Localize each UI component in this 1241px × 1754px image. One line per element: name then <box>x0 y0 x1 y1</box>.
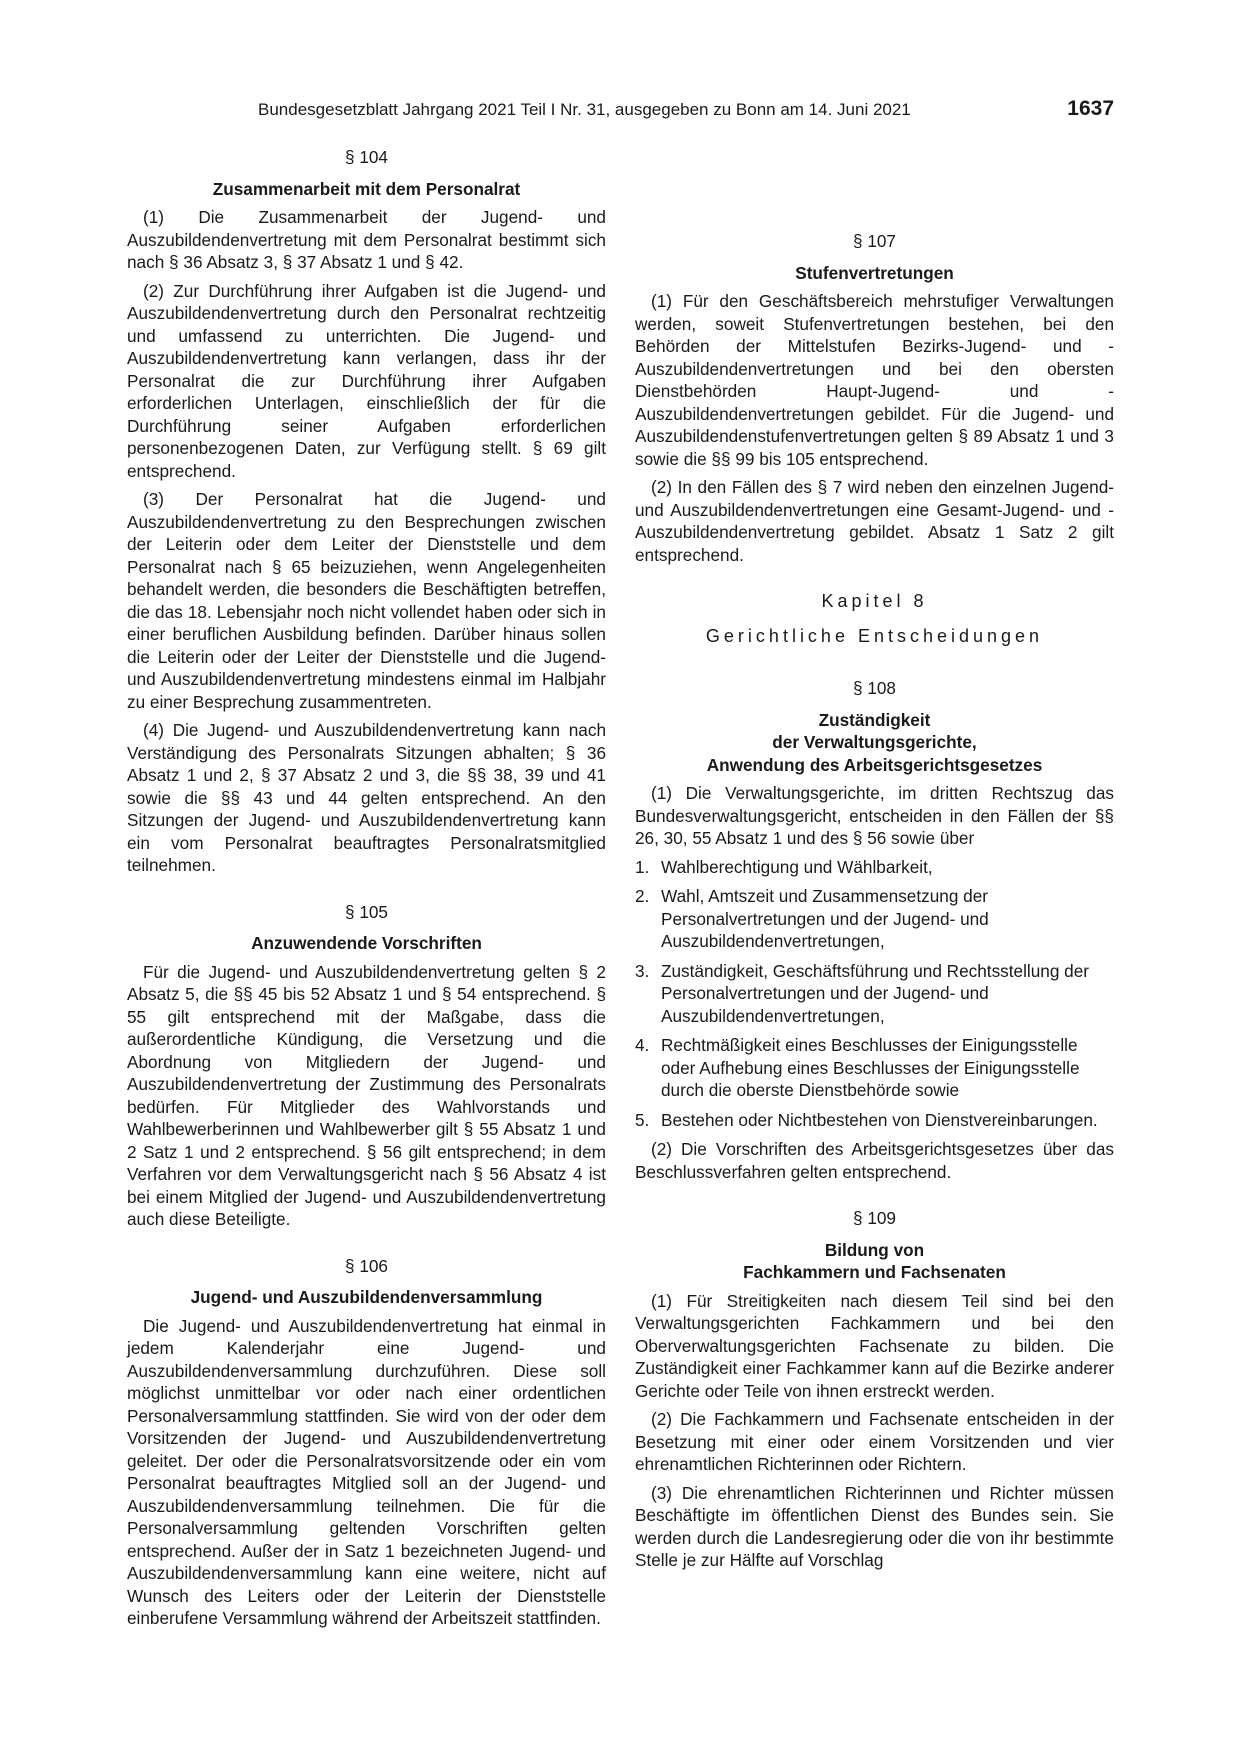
section-109-paragraph-2: (2) Die Fachkammern und Fachsenate entscheiden in der Besetzung mit einer oder einem Vorsitzenden und vier ehrenamtlichen Richterinnen oder Richtern. <box>635 1409 1114 1474</box>
list-item <box>635 856 1114 879</box>
section-108-paragraph-1: (1) Die Verwaltungsgerichte, im dritten Rechtszug das Bundesverwaltungsgericht, entscheiden in den Fällen der §§ 26, 30, 55 Absatz 1 und des § 56 sowie über <box>635 783 1114 848</box>
section-108-list <box>635 856 1114 1132</box>
section-104-paragraph-1: (1) Die Zusammenarbeit der Jugend- und Auszubildendenvertretung mit dem Personalrat bestimmt sich nach § 36 Absatz 3, § 37 Absatz 1 und § 42. <box>127 207 606 272</box>
section-104-paragraph-2: (2) Zur Durchführung ihrer Aufgaben ist die Jugend- und Auszubildendenvertretung durch den Personalrat rechtzeitig und umfassend zu unterrichten. Die Jugend- und Auszubildendenvertretung kann verlangen, dass ihr der Personalrat die zur Durchführung ihrer Aufgaben erforderlichen Unterlagen, einschließlich der für die Durchführung seiner Aufgaben erforderlichen personenbezogenen Daten, zur Verfügung stellt. § 69 gilt entsprechend. <box>127 280 606 481</box>
list-item-text: Rechtmäßigkeit eines Beschlusses der Einigungsstelle oder Aufhebung eines Beschlusses der Einigungsstelle durch die oberste Dienstbehörde sowie <box>661 1035 1080 1100</box>
section-104-paragraph-3: (3) Der Personalrat hat die Jugend- und Auszubildendenvertretung zu den Besprechungen zwischen der Leiterin oder dem Leiter der Dienststelle und dem Personalrat nach § 65 beizuziehen, wenn Angelegenheiten behandelt werden, die besonders die Beschäftigten betreffen, die das 18. Lebensjahr noch nicht vollendet haben oder sich in einer beruflichen Ausbildung befinden. Darüber hinaus sollen die Leiterin oder der Leiter der Dienststelle und die Jugend- und Auszubildendenvertretung mindestens einmal im Halbjahr zu einer Besprechung zusammentreten. <box>127 489 606 712</box>
page-header <box>258 97 1114 126</box>
section-104-number: § 104 <box>344 147 388 167</box>
section-109-title-line-2: Fachkammern und Fachsenaten <box>743 1262 1006 1282</box>
page-number: 1637 <box>1067 97 1114 120</box>
running-title: Bundesgesetzblatt Jahrgang 2021 Teil I Nr. 31, ausgegeben zu Bonn am 14. Juni 2021 <box>258 100 911 119</box>
section-104-paragraph-4: (4) Die Jugend- und Auszubildendenvertretung kann nach Verständigung des Personalrats Sitzungen abhalten; § 36 Absatz 1 und 2, § 37 Absatz 2 und 3, die §§ 38, 39 und 41 sowie die §§ 43 und 44 gelten entsprechend. An den Sitzungen der Jugend- und Auszubildendenvertretung kann ein vom Personalrat beauftragtes Personalratsmitglied teilnehmen. <box>127 720 606 875</box>
list-item-number: 2. <box>635 886 650 906</box>
section-104-title: Zusammenarbeit mit dem Personalrat <box>212 178 521 199</box>
list-item <box>635 885 1114 953</box>
section-105-paragraph-1: Für die Jugend- und Auszubildendenvertretung gelten § 2 Absatz 5, die §§ 45 bis 52 Absatz 1 und § 54 entsprechend. § 55 gilt entsprechend mit der Maßgabe, dass die außerordentliche Kündigung, die Versetzung und die Abordnung von Mitgliedern der Jugend- und Auszubildendenvertretung der Zustimmung des Personalrats bedürfen. Für Mitglieder des Wahlvorstands und Wahlbewerberinnen und Wahlbewerber gilt § 55 Absatz 1 und 2 Satz 1 und 2 entsprechend. § 56 gilt entsprechend; in dem Verfahren vor dem Verwaltungsgericht nach § 56 Absatz 4 ist bei einem Mitglied der Jugend- und Auszubildendenvertretung auch diese Beteiligte. <box>127 961 606 1229</box>
section-107-paragraph-1: (1) Für den Geschäftsbereich mehrstufiger Verwaltungen werden, soweit Stufenvertretungen bestehen, bei den Behörden der Mittelstufen Bezirks-Jugend- und -Auszubildendenvertretungen und bei den obersten Dienstbehörden Haupt-Jugend- und -Auszubildendenvertretungen gebildet. Für die Jugend- und Auszubildendenstufenvertretungen gelten § 89 Absatz 1 und 3 sowie die §§ 99 bis 105 entsprechend. <box>635 291 1114 469</box>
section-108-title-line-3: Anwendung des Arbeitsgerichtsgesetzes <box>706 754 1043 775</box>
section-106-title: Jugend- und Auszubildendenversammlung <box>190 1287 543 1307</box>
section-108-number: § 108 <box>852 678 896 698</box>
list-item-text: Bestehen oder Nichtbestehen von Dienstvereinbarungen. <box>661 1109 1098 1130</box>
right-column <box>635 146 1114 1578</box>
section-109-paragraph-1: (1) Für Streitigkeiten nach diesem Teil sind bei den Verwaltungsgerichten Fachkammern und bei den Oberverwaltungsgerichten Fachsenate zu bilden. Die Zuständigkeit einer Fachkammer kann auf die Bezirke anderer Gerichte oder Teile von ihnen erstreckt werden. <box>635 1290 1114 1401</box>
section-106-paragraph-1: Die Jugend- und Auszubildendenvertretung hat einmal in jedem Kalenderjahr eine Jugend- und Auszubildendenversammlung durchzuführen. Diese soll möglichst unmittelbar vor oder nach einer ordentlichen Personalversammlung stattfinden. Sie wird von der oder dem Vorsitzenden der Jugend- und Auszubildendenvertretung geleitet. Der oder die Personalratsvorsitzende oder ein vom Personalrat beauftragtes Mitglied soll an der Jugend- und Auszubildendenversammlung teilnehmen. Die für die Personalversammlung geltenden Vorschriften gelten entsprechend. Außer der in Satz 1 bezeichneten Jugend- und Auszubildendenversammlung kann eine weitere, nicht auf Wunsch des Leiters oder der Leiterin der Dienststelle einberufene Versammlung während der Arbeitszeit stattfinden. <box>127 1315 606 1628</box>
section-107-paragraph-2: (2) In den Fällen des § 7 wird neben den einzelnen Jugend- und Auszubildendenvertretungen eine Gesamt-Jugend- und -Auszubildendenvertretung gebildet. Absatz 1 Satz 2 gilt entsprechend. <box>635 477 1114 565</box>
section-109-title-line-1: Bildung von <box>824 1239 925 1260</box>
chapter-label: Kapitel 8 <box>821 591 928 611</box>
chapter-title: Gerichtliche Entscheidungen <box>705 625 1044 646</box>
list-item-text: Wahlberechtigung und Wählbarkeit, <box>661 856 933 877</box>
section-109-number: § 109 <box>852 1208 896 1228</box>
list-item-number: 5. <box>635 1109 650 1130</box>
section-109-paragraph-3: (3) Die ehrenamtlichen Richterinnen und Richter müssen Beschäftigte im öffentlichen Dienst des Bundes sein. Sie werden durch die Landesregierung oder die von ihr bestimmte Stelle je zur Hälfte auf Vorschlag <box>635 1482 1114 1570</box>
section-108-paragraph-2: (2) Die Vorschriften des Arbeitsgerichtsgesetzes über das Beschlussverfahren gelten entsprechend. <box>635 1139 1114 1182</box>
section-107-number: § 107 <box>852 231 896 251</box>
list-item-text: Zuständigkeit, Geschäftsführung und Rechtsstellung der Personalvertretungen und der Jugend- und Auszubildendenvertretungen, <box>661 960 1090 1026</box>
section-105-number: § 105 <box>344 901 388 922</box>
section-105-title: Anzuwendende Vorschriften <box>251 933 482 953</box>
section-106-number: § 106 <box>344 1255 388 1276</box>
list-item <box>635 960 1114 1028</box>
section-107-title: Stufenvertretungen <box>795 262 954 283</box>
list-item-number: 4. <box>635 1035 650 1055</box>
left-column <box>127 146 606 1636</box>
section-108-title-line-2: der Verwaltungsgerichte, <box>772 732 977 752</box>
section-108-title-line-1: Zuständigkeit <box>818 709 931 730</box>
list-item <box>635 1109 1114 1132</box>
list-item <box>635 1034 1114 1102</box>
list-item-text: Wahl, Amtszeit und Zusammensetzung der Personalvertretungen und der Jugend- und Auszubildendenvertretungen, <box>661 886 989 951</box>
list-item-number: 3. <box>635 960 650 981</box>
list-item-number: 1. <box>635 856 650 877</box>
